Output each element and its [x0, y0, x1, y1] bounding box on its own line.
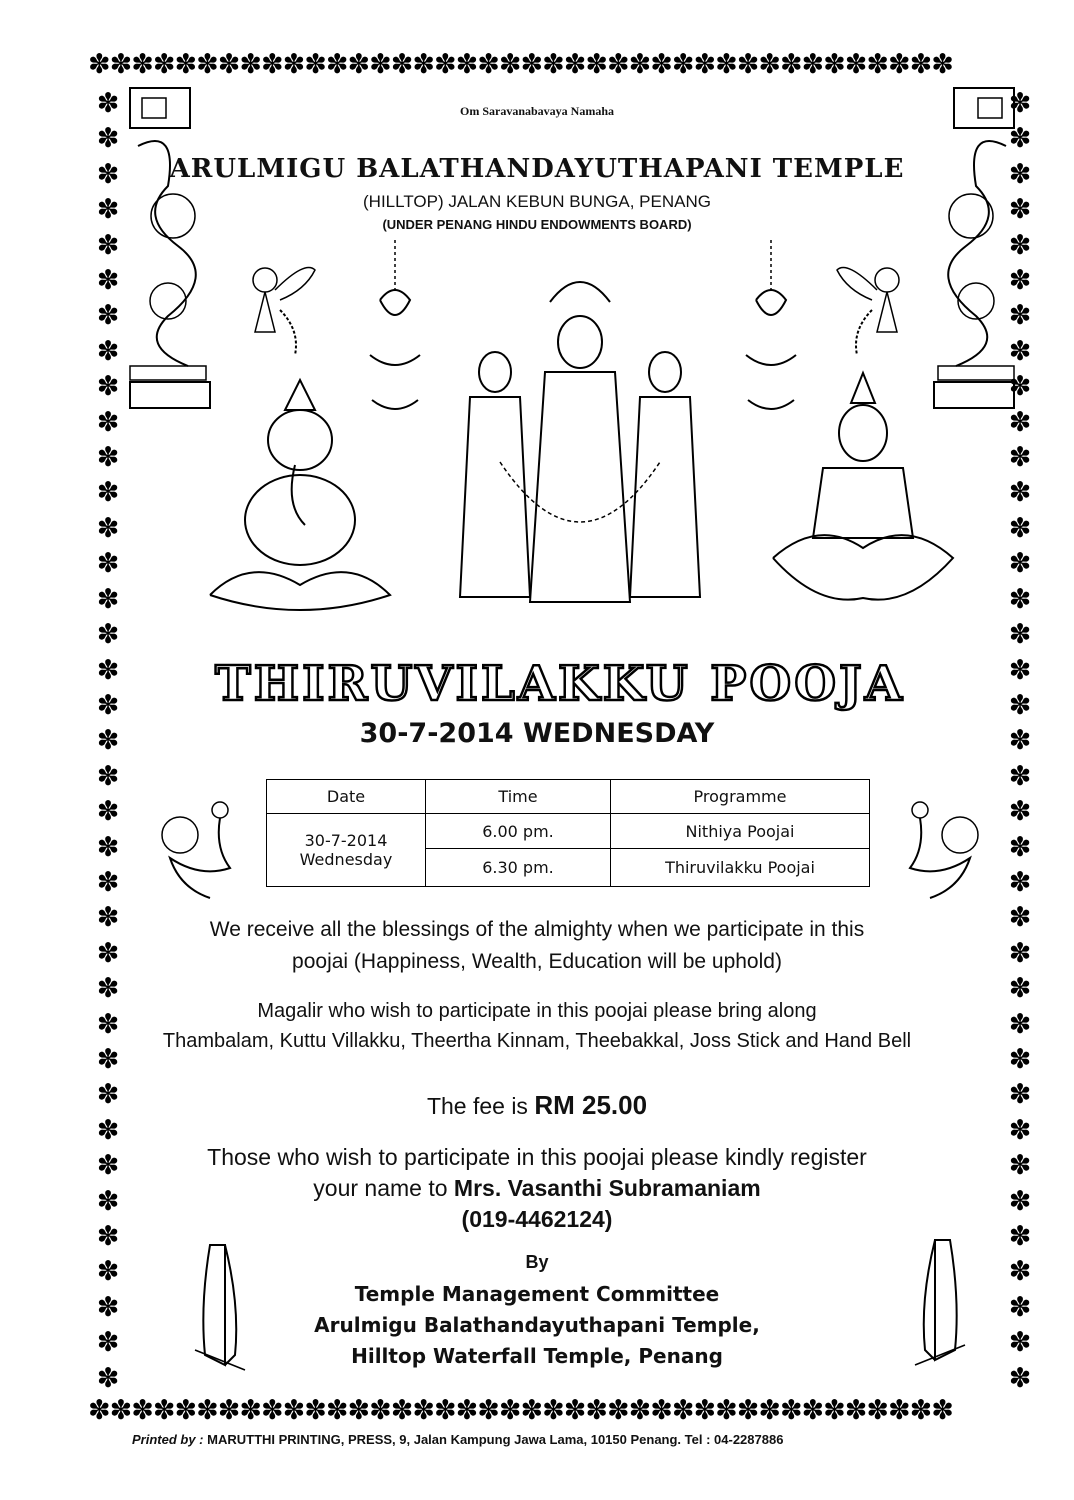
table-cell-date: [267, 814, 426, 887]
right-peacock-illustration: [880, 790, 990, 900]
registration-paragraph: [0, 1142, 1074, 1235]
blessing-paragraph: [0, 914, 1074, 978]
schedule-table: [266, 779, 870, 887]
temple-name: ARULMIGU BALATHANDAYUTHAPANI TEMPLE: [169, 154, 905, 184]
right-pillar-illustration: [930, 86, 1016, 416]
signoff-line: Arulmigu Balathandayuthapani Temple,: [314, 1313, 760, 1337]
contact-name: Mrs. Vasanthi Subramaniam: [453, 1175, 761, 1201]
event-date-heading: 30-7-2014 WEDNESDAY: [359, 718, 715, 749]
table-cell-time: 6.00 pm.: [426, 814, 611, 849]
items-paragraph: [0, 996, 1074, 1056]
contact-phone: (019-4462124): [461, 1206, 613, 1232]
table-row: [267, 814, 870, 849]
event-title: THIRUVILAKKU POOJA: [215, 656, 905, 712]
left-pillar-illustration: [128, 86, 214, 416]
signoff-by: By: [525, 1252, 549, 1272]
blessing-line: We receive all the blessings of the almighty when we participate in this: [209, 918, 865, 941]
invocation-text: Om Saravanabavaya Namaha: [459, 104, 614, 118]
fee-line: [0, 1090, 1074, 1121]
table-header-programme: Programme: [611, 780, 870, 814]
temple-location: (HILLTOP) JALAN KEBUN BUNGA, PENANG: [363, 192, 711, 211]
blessing-line: poojai (Happiness, Wealth, Education will be uphold): [292, 950, 782, 973]
left-angel-illustration: [220, 250, 320, 360]
registration-prefix: your name to: [313, 1175, 448, 1201]
printed-by-label: Printed by :: [132, 1432, 204, 1447]
items-line: Magalir who wish to participate in this poojai please bring along: [257, 1000, 817, 1022]
left-border: ✽ ✽ ✽ ✽ ✽ ✽ ✽ ✽ ✽ ✽ ✽ ✽ ✽ ✽ ✽ ✽ ✽ ✽ ✽ ✽ ✽ ✽ ✽ ✽ ✽ ✽ ✽ ✽ ✽ ✽ ✽ ✽ ✽ ✽ ✽ ✽ ✽: [96, 88, 120, 1394]
printer-details: MARUTTHI PRINTING, PRESS, 9, Jalan Kampung Jawa Lama, 10150 Penang. Tel : 04-2287886: [207, 1432, 784, 1447]
printer-footer: [132, 1432, 1032, 1447]
table-header-date: Date: [267, 780, 426, 814]
top-border: ✽✽✽✽✽✽✽✽✽✽✽✽✽✽✽✽✽✽✽✽✽✽✽✽✽✽✽✽✽✽✽✽✽✽✽✽✽✽✽✽: [88, 49, 953, 80]
bottom-border: ✽✽✽✽✽✽✽✽✽✽✽✽✽✽✽✽✽✽✽✽✽✽✽✽✽✽✽✽✽✽✽✽✽✽✽✽✽✽✽✽: [88, 1395, 953, 1426]
murugan-with-consorts-illustration: [440, 262, 720, 622]
signoff-block: [0, 1279, 1074, 1372]
registration-contact-line: [0, 1173, 1074, 1204]
schedule-date: 30-7-2014: [304, 831, 388, 850]
table-header-row: [267, 780, 870, 814]
signoff-line: Temple Management Committee: [354, 1282, 720, 1306]
temple-authority: (UNDER PENANG HINDU ENDOWMENTS BOARD): [382, 217, 692, 232]
registration-line: Those who wish to participate in this poojai please kindly register: [207, 1144, 867, 1170]
ganesha-illustration: [200, 370, 400, 620]
lakshmi-illustration: [768, 368, 958, 618]
table-cell-time: 6.30 pm.: [426, 849, 611, 887]
table-cell-programme: Nithiya Poojai: [611, 814, 870, 849]
signoff-line: Hilltop Waterfall Temple, Penang: [351, 1344, 723, 1368]
fee-amount: RM 25.00: [534, 1090, 648, 1120]
left-peacock-illustration: [150, 790, 260, 900]
table-header-time: Time: [426, 780, 611, 814]
schedule-day: Wednesday: [299, 850, 393, 869]
right-border: ✽ ✽ ✽ ✽ ✽ ✽ ✽ ✽ ✽ ✽ ✽ ✽ ✽ ✽ ✽ ✽ ✽ ✽ ✽ ✽ ✽ ✽ ✽ ✽ ✽ ✽ ✽ ✽ ✽ ✽ ✽ ✽ ✽ ✽ ✽ ✽ ✽: [1008, 88, 1032, 1394]
right-angel-illustration: [832, 250, 932, 360]
fee-label: The fee is: [426, 1093, 528, 1119]
items-line: Thambalam, Kuttu Villakku, Theertha Kinnam, Theebakkal, Joss Stick and Hand Bell: [162, 1030, 912, 1052]
table-cell-programme: Thiruvilakku Poojai: [611, 849, 870, 887]
